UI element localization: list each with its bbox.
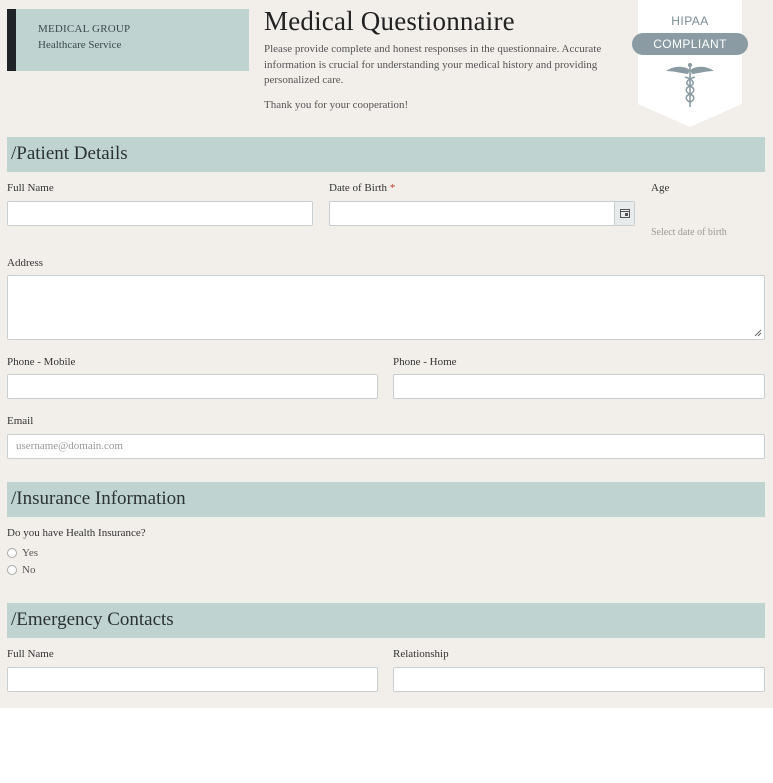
phone-mobile-input[interactable]: [7, 374, 378, 399]
thanks-text: Thank you for your cooperation!: [264, 99, 409, 111]
email-input[interactable]: username@domain.com: [7, 434, 765, 459]
section-insurance: [7, 482, 765, 517]
section-title: /Patient Details: [11, 143, 128, 164]
section-emergency-contacts: [7, 603, 765, 638]
calendar-button[interactable]: [614, 202, 634, 225]
badge-hipaa-text: HIPAA: [671, 14, 709, 28]
dob-input[interactable]: [329, 201, 635, 226]
resize-handle-icon[interactable]: [754, 329, 762, 337]
relationship-label: Relationship: [393, 648, 449, 660]
brand-subtitle: Healthcare Service: [38, 39, 122, 51]
section-title: /Insurance Information: [11, 488, 186, 509]
email-label: Email: [7, 415, 34, 427]
calendar-icon: [620, 208, 630, 218]
phone-home-label: Phone - Home: [393, 356, 457, 368]
address-label: Address: [7, 257, 44, 269]
radio-circle[interactable]: [7, 565, 17, 575]
intro-text: Please provide complete and honest responses in the questionnaire. Accurate information is crucial for understanding your medical history and providing personalized care.: [264, 43, 602, 86]
section-title: /Emergency Contacts: [11, 609, 174, 630]
brand-name: MEDICAL GROUP: [38, 23, 131, 35]
relationship-input[interactable]: [393, 667, 765, 692]
dob-label-text: Date of Birth: [329, 182, 388, 194]
full-name-label: Full Name: [7, 182, 54, 194]
age-hint: Select date of birth: [651, 227, 727, 238]
address-textarea[interactable]: [7, 275, 765, 340]
hipaa-badge: [638, 0, 742, 127]
age-label: Age: [651, 182, 670, 194]
emergency-full-name-input[interactable]: [7, 667, 378, 692]
required-marker: *: [389, 182, 396, 194]
brand-block: [7, 9, 249, 71]
caduceus-icon: [665, 62, 715, 108]
badge-compliant-pill: COMPLIANT: [632, 33, 748, 55]
page-title: Medical Questionnaire: [264, 6, 515, 36]
phone-home-input[interactable]: [393, 374, 765, 399]
dob-label: [329, 182, 395, 194]
section-patient-details: [7, 137, 765, 172]
radio-label: Yes: [22, 547, 39, 559]
radio-label: No: [22, 564, 36, 576]
full-name-input[interactable]: [7, 201, 313, 226]
insurance-question: Do you have Health Insurance?: [7, 527, 146, 539]
emergency-full-name-label: Full Name: [7, 648, 54, 660]
phone-mobile-label: Phone - Mobile: [7, 356, 76, 368]
radio-circle[interactable]: [7, 548, 17, 558]
